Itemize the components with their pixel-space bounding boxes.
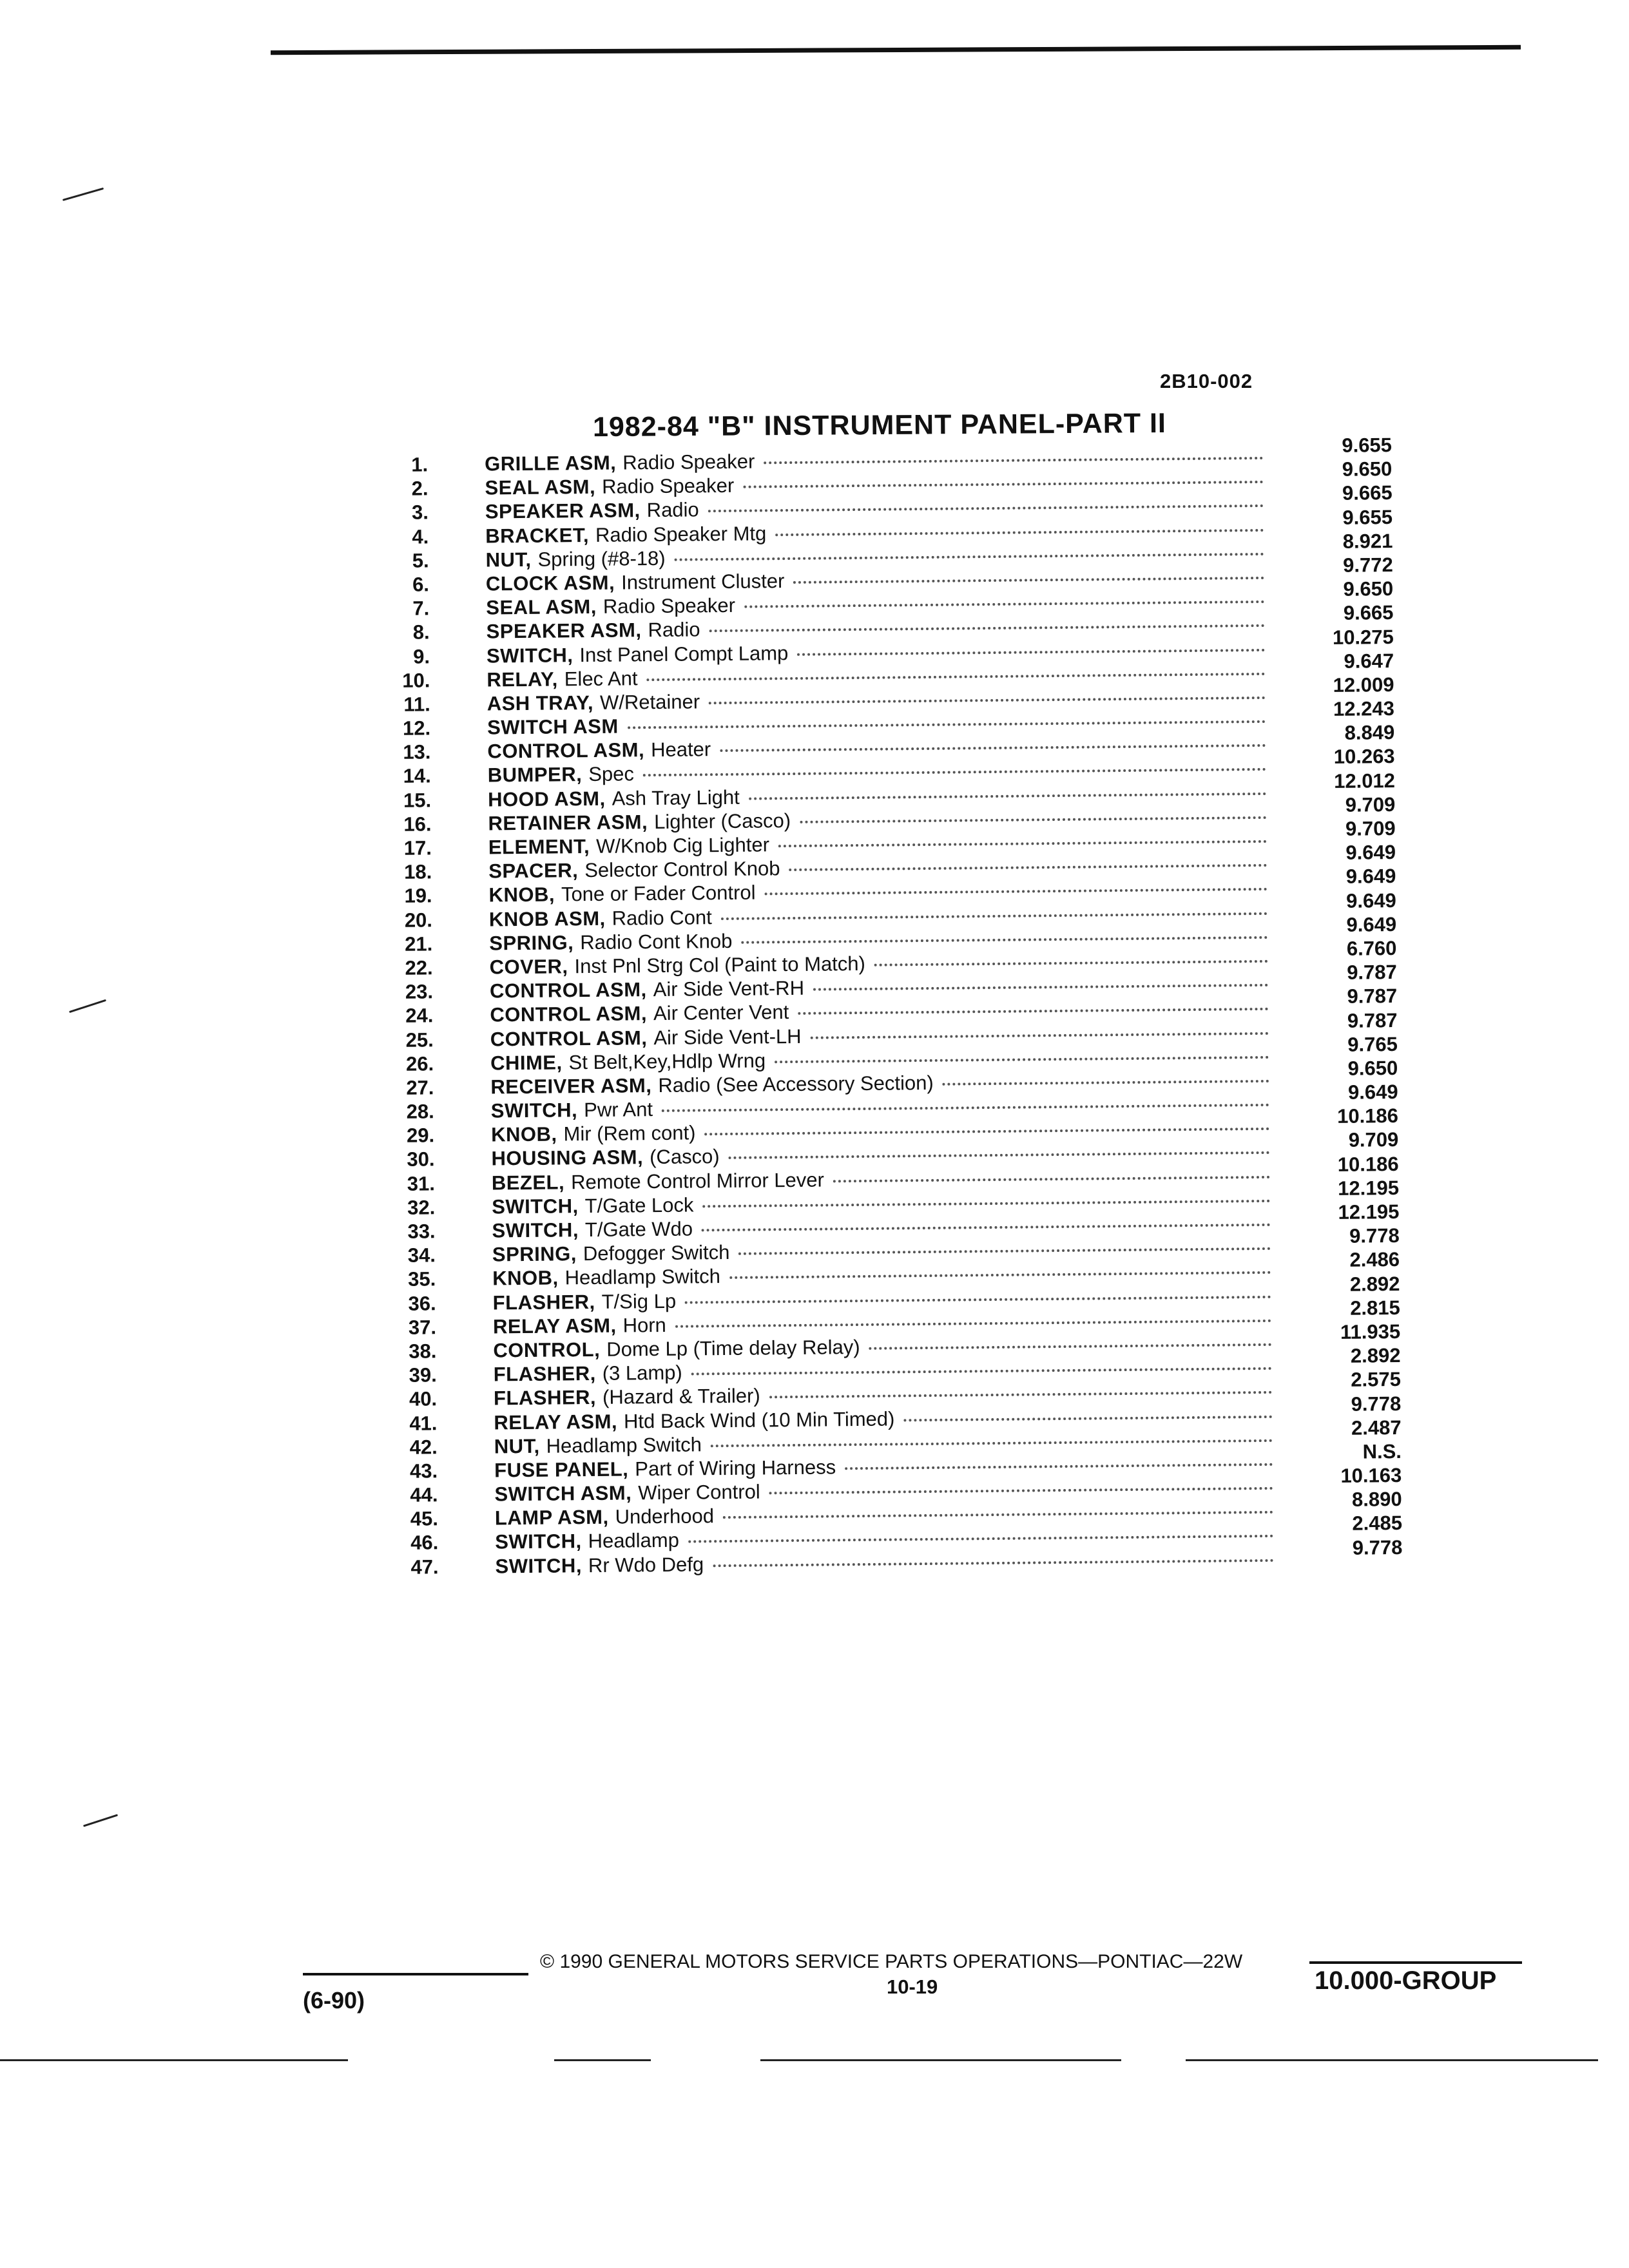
part-name: SWITCH, (492, 1195, 579, 1218)
item-number: 30. (407, 1148, 435, 1171)
group-reference: N.S. (1362, 1439, 1402, 1463)
group-reference: 10.186 (1336, 1104, 1399, 1128)
part-name: CHIME, (490, 1051, 563, 1075)
part-detail: Inst Panel Compt Lamp (579, 641, 789, 666)
part-name: KNOB ASM, (488, 907, 606, 931)
parts-list (387, 434, 1403, 1580)
part-name: SPRING, (489, 930, 574, 955)
item-number: 27. (406, 1076, 434, 1099)
dot-leader (702, 1224, 1271, 1231)
item-number: 6. (412, 573, 430, 596)
item-number: 24. (405, 1004, 434, 1028)
group-reference: 12.012 (1333, 769, 1396, 793)
item-number: 39. (409, 1363, 437, 1387)
part-name: RELAY ASM, (492, 1314, 617, 1338)
part-name: RECEIVER ASM, (490, 1073, 652, 1099)
footer-rule-right (1309, 1961, 1522, 1964)
item-number: 3. (411, 501, 429, 524)
dot-leader (869, 1343, 1272, 1350)
group-reference: 2.892 (1350, 1344, 1401, 1367)
part-name: RETAINER ASM, (488, 810, 648, 835)
item-number: 1. (411, 453, 429, 476)
item-number: 36. (408, 1291, 436, 1315)
part-detail: Mir (Rem cont) (563, 1121, 696, 1146)
part-name: SWITCH ASM (487, 715, 619, 739)
dot-leader (769, 1391, 1272, 1398)
part-name: KNOB, (492, 1266, 559, 1290)
group-reference: 12.195 (1338, 1200, 1400, 1224)
dot-leader (743, 481, 1263, 488)
item-number: 15. (403, 788, 432, 812)
dot-leader (708, 505, 1264, 512)
part-name: CONTROL ASM, (489, 978, 647, 1003)
group-reference: 9.778 (1352, 1535, 1403, 1559)
group-reference: 12.009 (1333, 673, 1394, 697)
item-number: 31. (407, 1171, 436, 1195)
part-name: NUT, (494, 1434, 540, 1458)
group-reference: 9.650 (1342, 457, 1393, 481)
item-number: 16. (403, 812, 432, 836)
item-number: 38. (409, 1340, 437, 1363)
group-reference: 2.487 (1351, 1416, 1402, 1439)
item-number: 35. (408, 1267, 436, 1291)
part-name: COVER, (489, 955, 568, 979)
part-name: SPRING, (492, 1242, 577, 1266)
dot-leader (903, 1415, 1272, 1421)
part-name: KNOB, (490, 1122, 557, 1146)
dot-leader (765, 888, 1268, 895)
copyright-line: © 1990 GENERAL MOTORS SERVICE PARTS OPERATIONS—PONTIAC—22W (540, 1951, 1243, 1972)
part-name: CONTROL ASM, (487, 738, 645, 763)
dot-leader (793, 577, 1264, 584)
item-number: 13. (403, 740, 431, 764)
group-reference: 11.935 (1340, 1320, 1401, 1343)
item-number: 43. (409, 1459, 438, 1483)
dot-leader (775, 1056, 1269, 1063)
top-rule (271, 45, 1521, 55)
dot-leader (811, 1032, 1269, 1039)
page-number: 10-19 (887, 1975, 938, 1998)
part-name: LAMP ASM, (494, 1506, 609, 1530)
item-number: 34. (407, 1244, 436, 1267)
hole-punch-mark (83, 1814, 118, 1827)
item-number: 33. (407, 1220, 436, 1243)
group-reference: 8.890 (1351, 1488, 1402, 1511)
group-reference: 9.650 (1347, 1056, 1398, 1080)
hole-punch-mark (63, 187, 104, 201)
part-name: NUT, (485, 548, 532, 572)
part-name: SWITCH, (495, 1553, 583, 1578)
group-label: 10.000-GROUP (1315, 1966, 1497, 1995)
part-name: RELAY, (487, 668, 558, 691)
group-reference: 9.787 (1347, 1008, 1398, 1032)
item-number: 37. (408, 1316, 437, 1339)
group-reference: 10.263 (1333, 745, 1395, 769)
part-detail: Instrument Cluster (621, 570, 785, 594)
group-reference: 9.655 (1342, 505, 1393, 529)
dot-leader (662, 1104, 1269, 1112)
item-number: 9. (412, 644, 430, 668)
group-reference: 2.815 (1350, 1296, 1400, 1320)
dot-leader (798, 1008, 1268, 1015)
part-detail: Ash Tray Light (612, 785, 740, 810)
item-number: 14. (403, 764, 431, 788)
part-name: BRACKET, (485, 523, 590, 548)
item-number: 11. (403, 693, 430, 716)
part-detail: Rr Wdo Defg (588, 1552, 704, 1577)
part-name: SPEAKER ASM, (485, 499, 641, 523)
group-reference: 9.709 (1345, 793, 1396, 816)
group-reference: 9.787 (1347, 985, 1398, 1008)
part-detail: Dome Lp (Time delay Relay) (606, 1335, 860, 1361)
dot-leader (741, 936, 1268, 944)
part-detail: Elec Ant (564, 666, 638, 691)
dot-leader (729, 1151, 1270, 1159)
part-detail: W/Knob Cig Lighter (595, 833, 770, 858)
group-reference: 2.575 (1351, 1368, 1402, 1392)
group-reference: 9.650 (1343, 577, 1394, 601)
part-name: ASH TRAY, (487, 691, 594, 715)
group-reference: 10.275 (1332, 625, 1394, 649)
group-reference: 9.649 (1345, 841, 1396, 864)
dot-leader (775, 529, 1264, 536)
part-detail: (Casco) (649, 1145, 720, 1169)
part-name: SWITCH, (486, 643, 574, 668)
part-name: SEAL ASM, (486, 595, 597, 619)
dot-leader (647, 673, 1266, 681)
part-detail: Htd Back Wind (10 Min Timed) (623, 1407, 895, 1433)
group-reference: 12.195 (1338, 1176, 1400, 1200)
item-number: 10. (402, 669, 430, 692)
dot-leader (797, 648, 1265, 655)
group-reference: 9.649 (1346, 912, 1397, 936)
part-name: SPEAKER ASM, (486, 619, 642, 643)
part-detail: Defogger Switch (583, 1241, 730, 1265)
item-number: 17. (403, 836, 432, 860)
dot-leader (721, 912, 1268, 919)
section-code: 2B10-002 (1160, 370, 1253, 392)
item-number: 22. (405, 956, 433, 979)
dot-leader (691, 1367, 1272, 1376)
group-reference: 9.709 (1345, 816, 1396, 840)
part-detail: Part of Wiring Harness (635, 1456, 836, 1481)
dot-leader (643, 768, 1266, 776)
dot-leader (709, 697, 1266, 704)
dot-leader (789, 864, 1268, 871)
item-number: 25. (405, 1028, 434, 1052)
part-name: CONTROL ASM, (490, 1026, 648, 1050)
item-number: 32. (407, 1196, 436, 1219)
dot-leader (749, 793, 1266, 800)
group-reference: 2.486 (1349, 1248, 1400, 1272)
part-detail: Radio Cont Knob (580, 929, 733, 954)
bottom-rule (760, 2059, 1121, 2061)
part-detail: T/Sig Lp (601, 1289, 677, 1313)
group-reference: 9.649 (1345, 889, 1396, 912)
part-name: SWITCH, (492, 1218, 579, 1242)
part-detail: Heater (650, 738, 711, 762)
dot-leader (813, 984, 1268, 991)
part-detail: Tone or Fader Control (561, 881, 756, 906)
part-detail: Horn (622, 1313, 666, 1337)
group-reference: 10.163 (1340, 1464, 1402, 1487)
bottom-rule (554, 2059, 651, 2061)
part-name: CLOCK ASM, (485, 571, 615, 595)
part-name: SEAL ASM, (485, 476, 596, 499)
dot-leader (704, 1128, 1269, 1135)
part-detail: Pwr Ant (583, 1098, 653, 1122)
part-detail: W/Retainer (599, 690, 700, 714)
item-number: 45. (410, 1507, 439, 1530)
part-name: HOOD ASM, (487, 787, 606, 811)
dot-leader (833, 1176, 1270, 1183)
item-number: 5. (412, 549, 429, 572)
dot-leader (628, 720, 1266, 729)
part-detail: (Hazard & Trailer) (602, 1384, 760, 1409)
part-detail: Air Center Vent (653, 1001, 789, 1025)
group-reference: 10.186 (1337, 1152, 1399, 1176)
dot-leader (778, 840, 1267, 847)
revision-date: (6-90) (303, 1987, 365, 2013)
part-detail: Radio Cont (612, 905, 712, 930)
item-number: 23. (405, 980, 434, 1003)
group-reference: 9.665 (1342, 481, 1393, 505)
dot-leader (800, 816, 1266, 823)
part-name: ELEMENT, (488, 835, 590, 859)
bottom-rule (0, 2059, 348, 2061)
item-number: 4. (412, 524, 429, 548)
dot-leader (874, 960, 1268, 966)
dot-leader (764, 457, 1263, 464)
part-detail: Remote Control Mirror Lever (570, 1168, 825, 1193)
part-name: CONTROL, (493, 1338, 601, 1362)
part-name: CONTROL ASM, (490, 1002, 648, 1026)
part-name: RELAY ASM, (494, 1410, 618, 1434)
group-reference: 9.649 (1345, 865, 1396, 889)
group-reference: 9.778 (1349, 1224, 1400, 1247)
part-detail: Selector Control Knob (584, 857, 780, 882)
group-reference: 2.485 (1352, 1512, 1403, 1535)
group-reference: 9.772 (1342, 553, 1393, 577)
group-reference: 9.709 (1348, 1128, 1399, 1152)
part-name: BUMPER, (487, 763, 583, 787)
item-number: 26. (405, 1052, 434, 1075)
item-number: 20. (404, 908, 433, 932)
part-detail: Radio Speaker Mtg (595, 521, 767, 546)
part-detail: Radio (648, 618, 700, 642)
part-name: KNOB, (488, 883, 555, 907)
group-reference: 9.787 (1347, 961, 1397, 984)
part-detail: Wiper Control (638, 1480, 760, 1504)
group-reference: 9.765 (1347, 1032, 1398, 1056)
group-reference: 8.921 (1342, 529, 1393, 553)
group-reference: 12.243 (1333, 697, 1395, 720)
part-detail: Lighter (Casco) (653, 809, 791, 833)
part-detail: T/Gate Lock (584, 1193, 694, 1217)
part-detail: Air Side Vent-LH (653, 1024, 802, 1049)
item-number: 40. (409, 1387, 438, 1411)
dot-leader (723, 1511, 1273, 1519)
part-name: SWITCH, (490, 1099, 578, 1122)
part-detail: Headlamp (588, 1529, 680, 1553)
part-name: FLASHER, (492, 1290, 595, 1314)
item-number: 12. (402, 716, 431, 740)
item-number: 29. (406, 1124, 435, 1147)
part-detail: St Belt,Key,Hdlp Wrng (568, 1049, 766, 1074)
group-reference: 2.892 (1349, 1272, 1400, 1296)
part-detail: Inst Pnl Strg Col (Paint to Match) (574, 952, 866, 978)
part-detail: Radio Speaker (602, 593, 736, 618)
part-detail: (3 Lamp) (602, 1361, 682, 1385)
dot-leader (675, 1320, 1271, 1328)
group-reference: 9.655 (1342, 434, 1393, 457)
dot-leader (943, 1080, 1269, 1086)
bottom-rule (1186, 2059, 1598, 2061)
part-name: SWITCH, (495, 1530, 582, 1553)
group-reference: 9.665 (1343, 601, 1394, 625)
item-number: 2. (411, 477, 429, 500)
item-number: 44. (410, 1483, 438, 1506)
part-name: HOUSING ASM, (491, 1146, 644, 1170)
part-detail: Spring (#8-18) (537, 546, 666, 571)
part-name: FUSE PANEL, (494, 1457, 629, 1482)
dot-leader (685, 1295, 1271, 1303)
hole-punch-mark (69, 999, 106, 1013)
group-reference: 9.649 (1347, 1081, 1398, 1104)
dot-leader (711, 1439, 1273, 1447)
part-detail: Radio (646, 498, 699, 522)
part-detail: Air Side Vent-RH (653, 976, 805, 1001)
item-number: 42. (409, 1436, 438, 1459)
part-detail: Headlamp Switch (546, 1433, 702, 1457)
footer-rule-left (303, 1973, 528, 1975)
item-number: 47. (410, 1555, 439, 1579)
group-reference: 8.849 (1344, 721, 1395, 744)
item-number: 41. (409, 1411, 438, 1435)
page-title: 1982-84 "B" INSTRUMENT PANEL-PART II (592, 407, 1167, 443)
group-reference: 9.647 (1344, 649, 1394, 673)
dot-leader (688, 1535, 1273, 1543)
item-number: 46. (410, 1531, 439, 1555)
item-number: 8. (412, 620, 430, 644)
part-name: FLASHER, (493, 1362, 596, 1386)
group-reference: 9.778 (1351, 1392, 1402, 1416)
item-number: 28. (406, 1100, 434, 1123)
group-reference: 6.760 (1346, 936, 1397, 960)
part-detail: T/Gate Wdo (584, 1217, 693, 1242)
part-name: SWITCH ASM, (494, 1481, 632, 1506)
part-name: BEZEL, (491, 1171, 565, 1195)
part-name: FLASHER, (493, 1386, 597, 1410)
part-detail: Underhood (615, 1504, 715, 1528)
part-detail: Spec (588, 762, 635, 786)
dot-leader (713, 1559, 1273, 1566)
dot-leader (738, 1247, 1271, 1255)
dot-leader (702, 1200, 1270, 1207)
dot-leader (709, 624, 1264, 632)
item-number: 18. (403, 860, 432, 883)
dot-leader (769, 1487, 1273, 1495)
part-detail: Radio (See Accessory Section) (658, 1071, 934, 1097)
item-number: 21. (405, 932, 433, 956)
dot-leader (845, 1463, 1273, 1470)
part-detail: Headlamp Switch (564, 1265, 721, 1289)
item-number: 19. (404, 884, 432, 908)
part-name: SPACER, (488, 859, 579, 883)
part-name: GRILLE ASM, (484, 451, 617, 476)
dot-leader (744, 601, 1264, 608)
part-detail: Radio Speaker (622, 450, 755, 474)
dot-leader (720, 744, 1266, 752)
dot-leader (675, 553, 1264, 561)
dot-leader (729, 1271, 1271, 1279)
item-number: 7. (412, 597, 430, 620)
part-detail: Radio Speaker (601, 474, 735, 498)
